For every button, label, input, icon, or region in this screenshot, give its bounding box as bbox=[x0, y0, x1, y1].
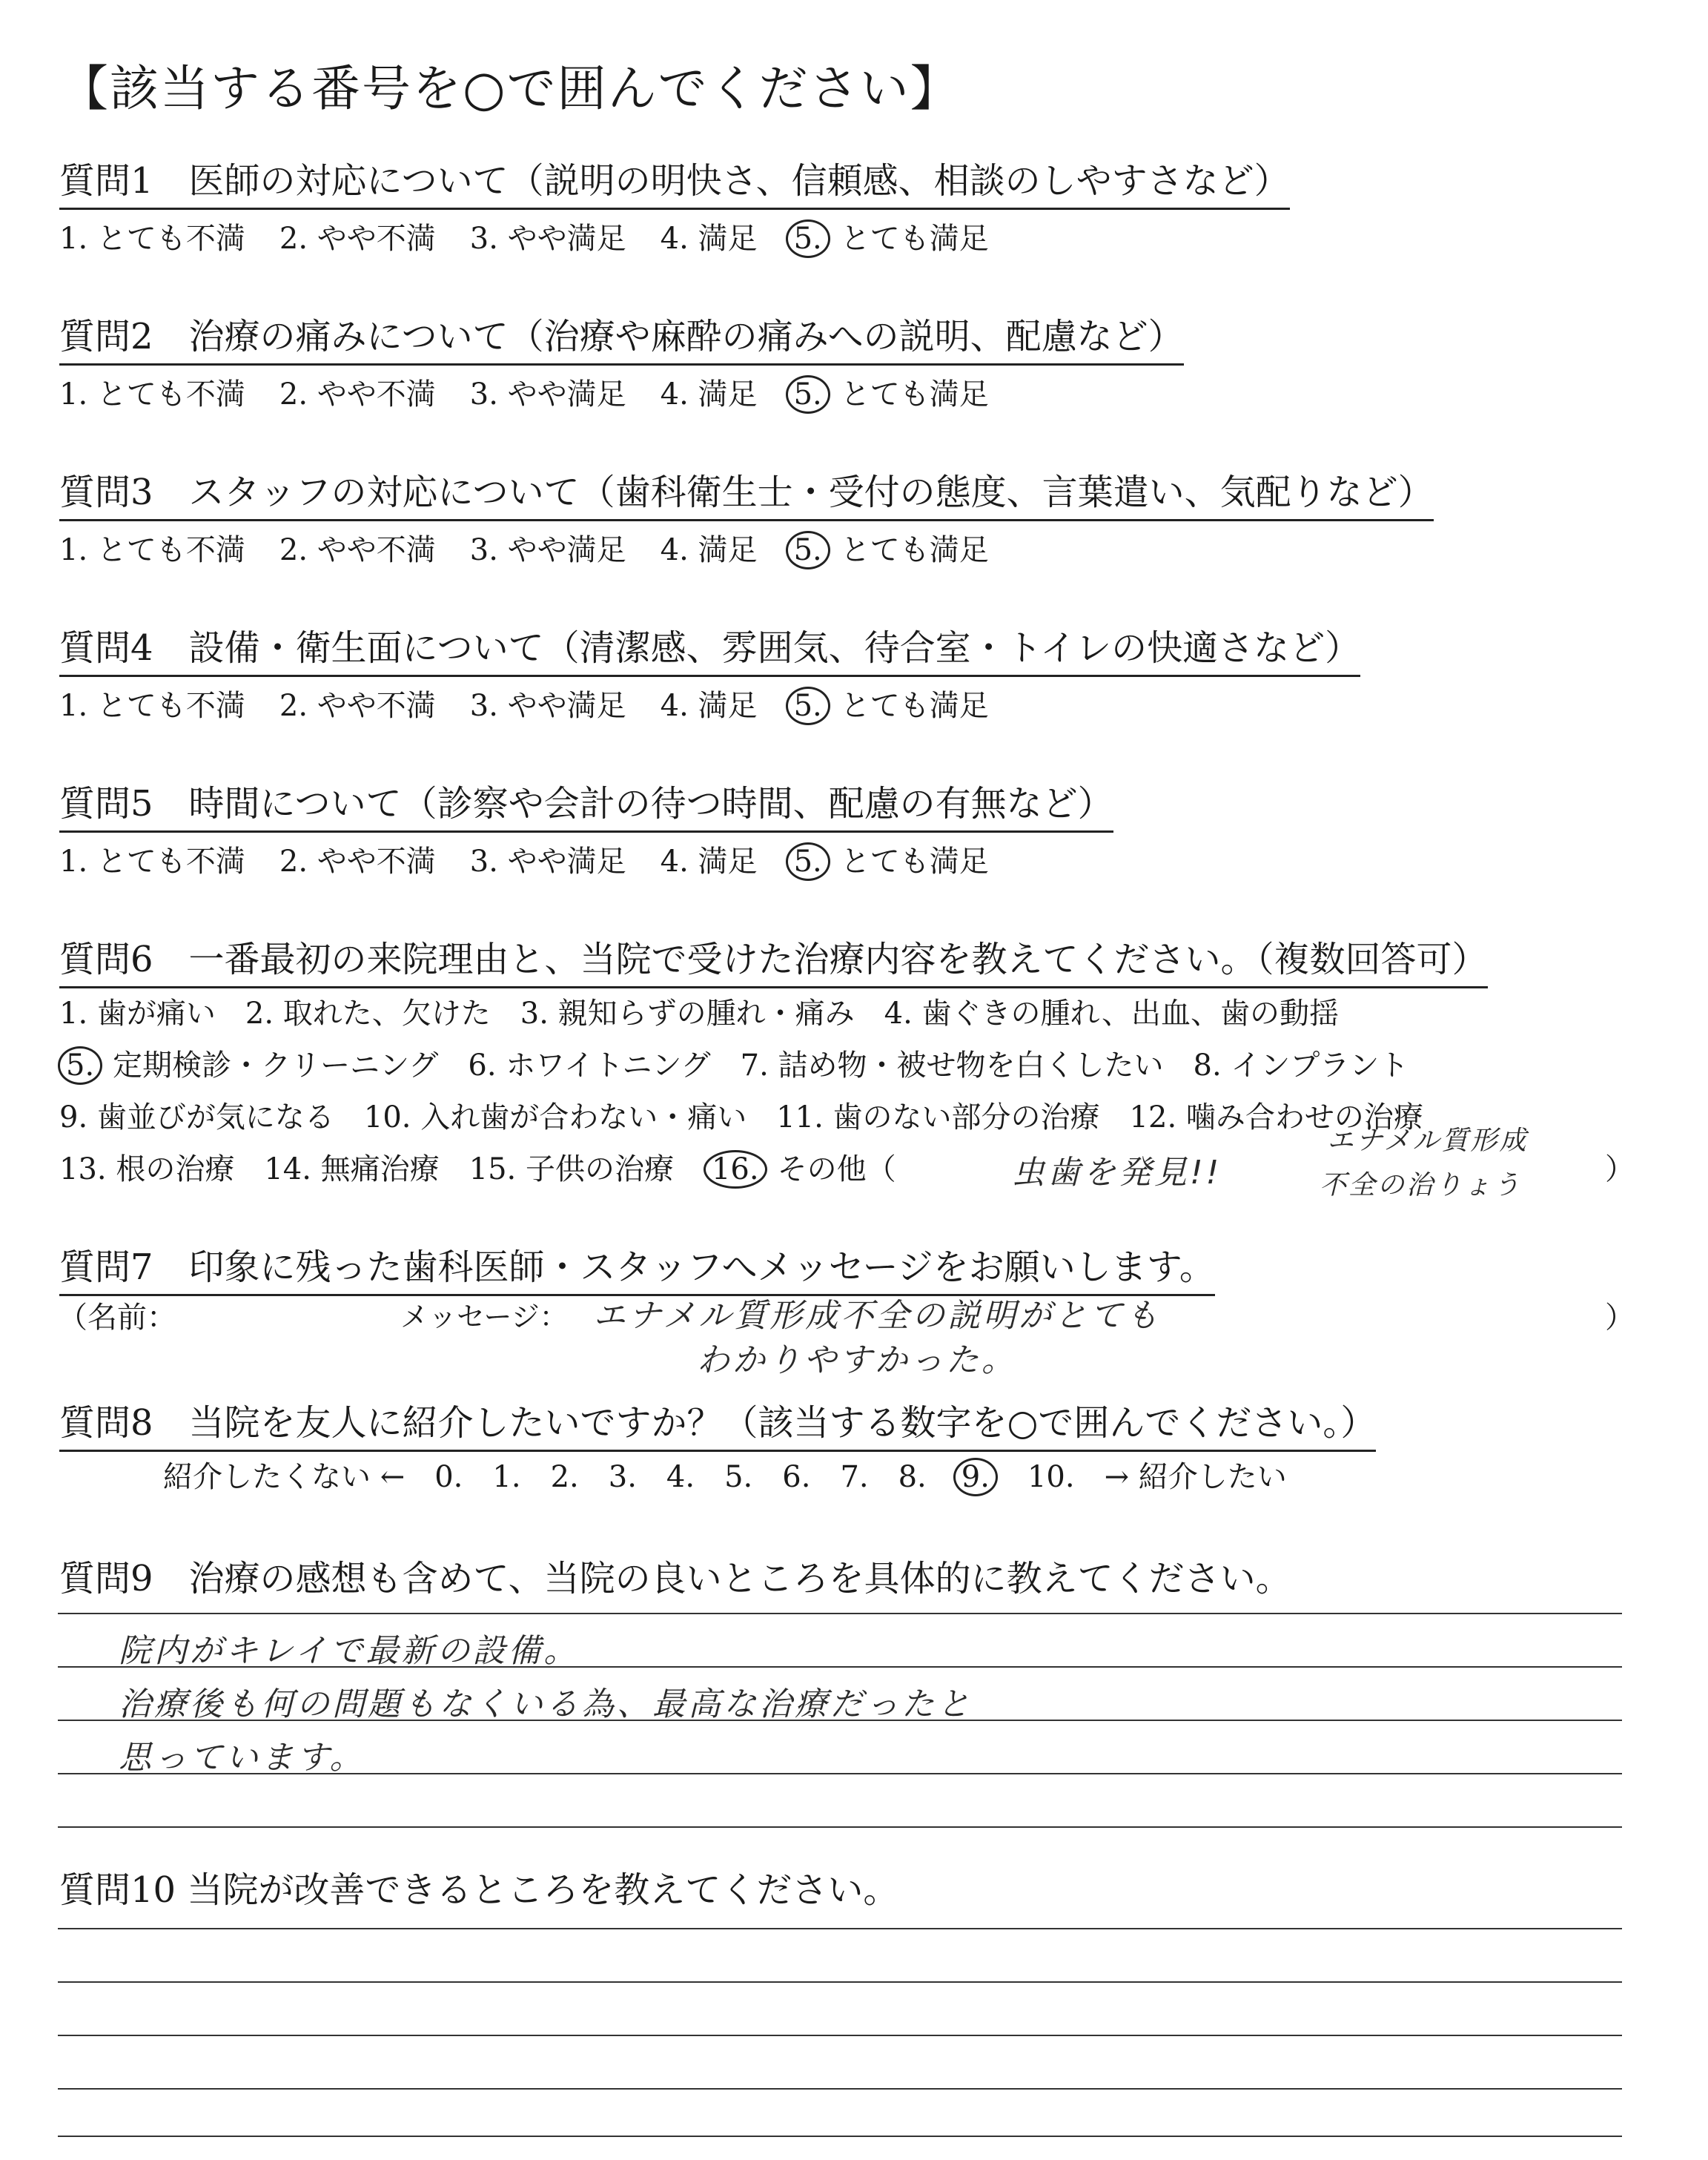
q9-handwriting-2: 治療後も何の問題もなくいる為、最高な治療だったと bbox=[119, 1685, 973, 1723]
option-5-circled[interactable]: 5. bbox=[786, 842, 830, 881]
question-4-heading: 質問4 設備・衛生面について（清潔感、雰囲気、待合室・トイレの快適さなど） bbox=[59, 619, 1360, 677]
q7-close: ） bbox=[1605, 1301, 1635, 1335]
option-4[interactable]: 4. 満足 bbox=[660, 689, 758, 723]
question-3-heading: 質問3 スタッフの対応について（歯科衛生士・受付の態度、言葉遣い、気配りなど） bbox=[59, 463, 1434, 521]
q6-option-16-circled[interactable]: 16. bbox=[704, 1150, 767, 1189]
option-2[interactable]: 2. やや不満 bbox=[279, 377, 436, 412]
q8-option-0[interactable]: 0. bbox=[434, 1460, 463, 1494]
q9-answer-line bbox=[58, 1666, 1622, 1668]
option-2[interactable]: 2. やや不満 bbox=[279, 845, 436, 879]
q6-option-4[interactable]: 4. 歯ぐきの腫れ、出血、歯の動揺 bbox=[884, 997, 1339, 1031]
q8-option-10[interactable]: 10. bbox=[1027, 1460, 1075, 1494]
option-1[interactable]: 1. とても不満 bbox=[59, 533, 245, 567]
option-3[interactable]: 3. やや満足 bbox=[469, 222, 626, 256]
q6-other-close: ） bbox=[1605, 1152, 1635, 1186]
option-1[interactable]: 1. とても不満 bbox=[59, 377, 245, 412]
question-6-heading: 質問6 一番最初の来院理由と、当院で受けた治療内容を教えてください。（複数回答可） bbox=[59, 931, 1488, 988]
q6-option-12[interactable]: 12. 噛み合わせの治療 bbox=[1129, 1100, 1423, 1135]
question-6-row-2 bbox=[58, 1042, 1438, 1084]
q10-answer-line bbox=[58, 2088, 1622, 2090]
question-1-heading: 質問1 医師の対応について（説明の明快さ、信頼感、相談のしやすさなど） bbox=[59, 152, 1290, 210]
q6-option-5-label: 定期検診・クリーニング bbox=[113, 1048, 439, 1083]
q7-name-label: （名前： bbox=[58, 1301, 176, 1335]
option-1[interactable]: 1. とても不満 bbox=[59, 845, 245, 879]
question-6-row-3 bbox=[59, 1094, 1453, 1136]
q9-handwriting-3: 思っています。 bbox=[119, 1739, 365, 1777]
q6-option-5-circled[interactable]: 5. bbox=[58, 1046, 102, 1085]
q6-option-13[interactable]: 13. 根の治療 bbox=[59, 1152, 235, 1186]
option-5-circled[interactable]: 5. bbox=[786, 219, 830, 258]
q10-answer-line bbox=[58, 1928, 1622, 1929]
q6-option-14[interactable]: 14. 無痛治療 bbox=[264, 1152, 440, 1186]
q6-other-label: その他（ bbox=[777, 1152, 896, 1186]
option-5-label: とても満足 bbox=[840, 222, 989, 256]
q6-option-10[interactable]: 10. 入れ歯が合わない・痛い bbox=[363, 1100, 747, 1135]
q8-option-4[interactable]: 4. bbox=[666, 1460, 695, 1494]
q8-option-2[interactable]: 2. bbox=[550, 1460, 579, 1494]
q6-option-15[interactable]: 15. 子供の治療 bbox=[469, 1152, 674, 1186]
question-6-row-1 bbox=[59, 990, 1368, 1032]
form-title: 【該当する番号を○で囲んでください】 bbox=[59, 60, 961, 117]
option-2[interactable]: 2. やや不満 bbox=[279, 222, 436, 256]
question-7-heading: 質問7 印象に残った歯科医師・スタッフへメッセージをお願いします。 bbox=[59, 1238, 1215, 1296]
q8-left-label: 紹介したくない ← bbox=[163, 1460, 406, 1494]
q6-option-11[interactable]: 11. 歯のない部分の治療 bbox=[776, 1100, 1100, 1135]
question-5-heading: 質問5 時間について（診察や会計の待つ時間、配慮の有無など） bbox=[59, 775, 1113, 833]
option-5-label: とても満足 bbox=[840, 377, 989, 412]
option-2[interactable]: 2. やや不満 bbox=[279, 689, 436, 723]
question-4-options bbox=[59, 682, 1023, 724]
question-1-options bbox=[59, 215, 1023, 257]
q8-option-8[interactable]: 8. bbox=[898, 1460, 927, 1494]
option-4[interactable]: 4. 満足 bbox=[660, 845, 758, 879]
q6-option-9[interactable]: 9. 歯並びが気になる bbox=[59, 1100, 334, 1135]
option-3[interactable]: 3. やや満足 bbox=[469, 845, 626, 879]
question-5-options bbox=[59, 838, 1023, 880]
option-3[interactable]: 3. やや満足 bbox=[469, 377, 626, 412]
option-4[interactable]: 4. 満足 bbox=[660, 377, 758, 412]
question-10-heading: 質問10 当院が改善できるところを教えてください。 bbox=[59, 1869, 899, 1911]
q9-answer-line bbox=[58, 1613, 1622, 1614]
option-3[interactable]: 3. やや満足 bbox=[469, 533, 626, 567]
q8-option-5[interactable]: 5. bbox=[724, 1460, 753, 1494]
q8-option-7[interactable]: 7. bbox=[840, 1460, 869, 1494]
option-5-label: とても満足 bbox=[840, 845, 989, 879]
question-6-row-4 bbox=[59, 1146, 904, 1188]
q10-answer-line bbox=[58, 2035, 1622, 2036]
q9-answer-line bbox=[58, 1720, 1622, 1721]
q8-option-6[interactable]: 6. bbox=[782, 1460, 811, 1494]
option-5-circled[interactable]: 5. bbox=[786, 531, 830, 569]
q10-answer-line bbox=[58, 1981, 1622, 1983]
q7-message-handwriting-1: エナメル質形成不全の説明がとても bbox=[593, 1297, 1162, 1335]
q6-option-8[interactable]: 8. インプラント bbox=[1193, 1048, 1409, 1083]
option-3[interactable]: 3. やや満足 bbox=[469, 689, 626, 723]
q9-answer-line bbox=[58, 1773, 1622, 1774]
q6-other-handwriting-3: 不全の治りょう bbox=[1320, 1170, 1523, 1200]
question-2-options bbox=[59, 371, 1023, 413]
q6-option-3[interactable]: 3. 親知らずの腫れ・痛み bbox=[520, 997, 855, 1031]
option-5-circled[interactable]: 5. bbox=[786, 375, 830, 414]
q7-message-label: メッセージ： bbox=[400, 1301, 568, 1333]
question-3-options bbox=[59, 526, 1023, 569]
q9-handwriting-1: 院内がキレイで最新の設備。 bbox=[119, 1632, 580, 1670]
q8-option-3[interactable]: 3. bbox=[608, 1460, 637, 1494]
option-2[interactable]: 2. やや不満 bbox=[279, 533, 436, 567]
question-8-heading: 質問8 当院を友人に紹介したいですか？（該当する数字を○で囲んでください。） bbox=[59, 1394, 1376, 1452]
option-1[interactable]: 1. とても不満 bbox=[59, 689, 245, 723]
option-4[interactable]: 4. 満足 bbox=[660, 533, 758, 567]
q6-option-2[interactable]: 2. 取れた、欠けた bbox=[245, 997, 491, 1031]
option-5-circled[interactable]: 5. bbox=[786, 687, 830, 725]
question-9-heading: 質問9 治療の感想も含めて、当院の良いところを具体的に教えてください。 bbox=[59, 1558, 1291, 1599]
q6-other-handwriting-2: エナメル質形成 bbox=[1327, 1126, 1529, 1156]
option-4[interactable]: 4. 満足 bbox=[660, 222, 758, 256]
q10-answer-line bbox=[58, 2136, 1622, 2137]
q9-answer-line bbox=[58, 1826, 1622, 1828]
q8-option-9-circled[interactable]: 9. bbox=[953, 1458, 998, 1496]
question-2-heading: 質問2 治療の痛みについて（治療や麻酔の痛みへの説明、配慮など） bbox=[59, 308, 1184, 366]
q6-option-7[interactable]: 7. 詰め物・被せ物を白くしたい bbox=[740, 1048, 1164, 1083]
q8-scale bbox=[163, 1453, 1317, 1496]
option-5-label: とても満足 bbox=[840, 533, 989, 567]
q8-right-label: → 紹介したい bbox=[1104, 1460, 1287, 1494]
q6-other-handwriting-1: 虫歯を発見!! bbox=[1012, 1154, 1222, 1192]
q8-option-1[interactable]: 1. bbox=[492, 1460, 521, 1494]
q7-message-handwriting-2: わかりやすかった。 bbox=[697, 1341, 1017, 1379]
option-5-label: とても満足 bbox=[840, 689, 989, 723]
q6-option-6[interactable]: 6. ホワイトニング bbox=[468, 1048, 711, 1083]
option-1[interactable]: 1. とても不満 bbox=[59, 222, 245, 256]
q6-option-1[interactable]: 1. 歯が痛い bbox=[59, 997, 216, 1031]
